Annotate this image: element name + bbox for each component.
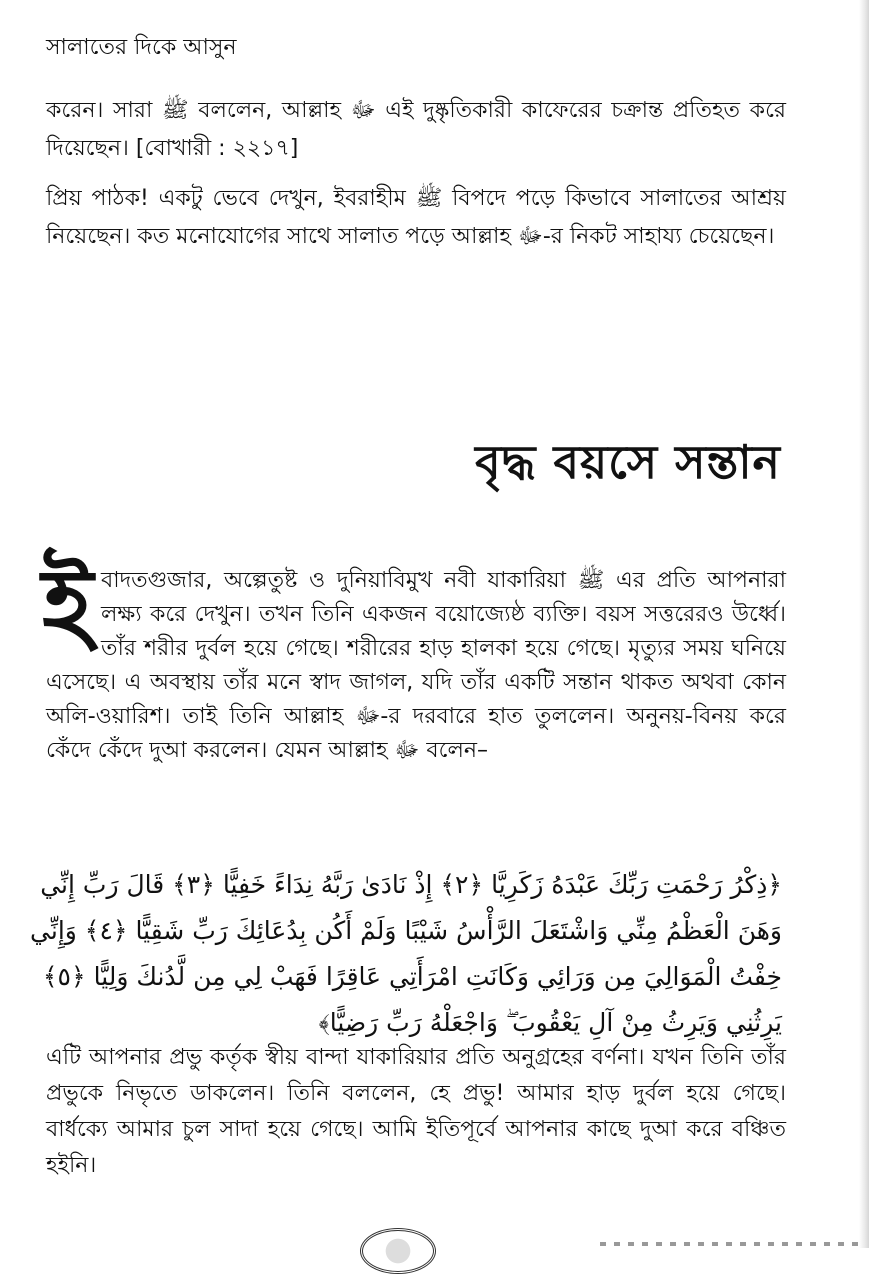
paragraph-sara-quote — [46, 92, 786, 168]
quran-verse-block — [30, 862, 782, 1046]
paragraph-zakariya-intro — [42, 547, 786, 768]
page-ornament-icon — [360, 1228, 436, 1274]
drop-cap: ই — [42, 547, 93, 662]
section-heading: বৃদ্ধ বয়সে সন্তান — [475, 435, 781, 489]
verse-line: يَرِثُنِي وَيَرِثُ مِنْ آلِ يَعْقُوبَ ۖ وَاجْعَلْهُ رَبِّ رَضِيًّا﴾ — [318, 1008, 782, 1037]
verse-line: وَهَنَ الْعَظْمُ مِنِّي وَاشْتَعَلَ الرَّأْسُ شَيْبًا وَلَمْ أَكُن بِدُعَائِكَ رَبِّ شَقِيًّا ﴿٤﴾ وَإِنِّي — [30, 916, 782, 945]
paragraph-text: এটি আপনার প্রভু কর্তৃক স্বীয় বান্দা যাকারিয়ার প্রতি অনুগ্রহের বর্ণনা। যখন তিনি তাঁর প্রভুকে নিভৃতে ডাকলেন। তিনি বললেন, হে প্রভু! আমার হাড় দুর্বল হয়ে গেছে। বার্ধক্যে আমার চুল সাদা হয়ে গেছে। আমি ইতিপূর্বে আপনার কাছে দুআ করে বঞ্চিত হইনি। — [46, 1045, 786, 1178]
paragraph-text: প্রিয় পাঠক! একটু ভেবে দেখুন, ইবরাহীম ﷺ বিপদে পড়ে কিভাবে সালাতের আশ্রয় নিয়েছেন। কত মনোযোগের সাথে সালাত পড়ে আল্লাহ ﷻ-র নিকট সাহায্য চেয়েছেন। — [46, 186, 786, 249]
paragraph-reader-note — [46, 180, 786, 256]
paragraph-text: করেন। সারা ﷺ বললেন, আল্লাহ ﷻ এই দুষ্কৃতিকারী কাফেরের চক্রান্ত প্রতিহত করে দিয়েছেন। [বোখারী : ২২১৭] — [46, 98, 787, 161]
verse-line: خِفْتُ الْمَوَالِيَ مِن وَرَائِي وَكَانَتِ امْرَأَتِي عَاقِرًا فَهَبْ لِي مِن لَّدُنكَ وَلِيًّا ﴿٥﴾ — [42, 962, 782, 991]
paragraph-text: বাদতগুজার, অল্পেতুষ্ট ও দুনিয়াবিমুখ নবী যাকারিয়া ﷺ এর প্রতি আপনারা লক্ষ্য করে দেখুন। তখন তিনি একজন বয়োজ্যেষ্ঠ ব্যক্তি। বয়স সত্তরেরও উর্ধ্বে। তাঁর শরীর দুর্বল হয়ে গেছে। শরীরের হাড় হালকা হয়ে গেছে। মৃত্যুর সময় ঘনিয়ে এসেছে। এ অবস্থায় তাঁর মনে স্বাদ জাগল, যদি তাঁর একটি সন্তান থাকত অথবা কোন অলি-ওয়ারিশ। তাই তিনি আল্লাহ ﷻ-র দরবারে হাত তুললেন। অনুনয়-বিনয় করে কেঁদে কেঁদে দুআ করলেন। যেমন আল্লাহ ﷻ বলেন– — [46, 568, 786, 763]
decorative-dots — [600, 1242, 860, 1246]
page-edge-shadow — [859, 0, 869, 1248]
paragraph-verse-explanation — [46, 1040, 786, 1184]
running-title: সালাতের দিকে আসুন — [46, 35, 237, 60]
verse-line: ﴿ذِكْرُ رَحْمَتِ رَبِّكَ عَبْدَهُ زَكَرِيَّا ﴿٢﴾ إِذْ نَادَىٰ رَبَّهُ نِدَاءً خَفِيًّا ﴿٣﴾ قَالَ رَبِّ إِنِّي — [40, 870, 782, 899]
